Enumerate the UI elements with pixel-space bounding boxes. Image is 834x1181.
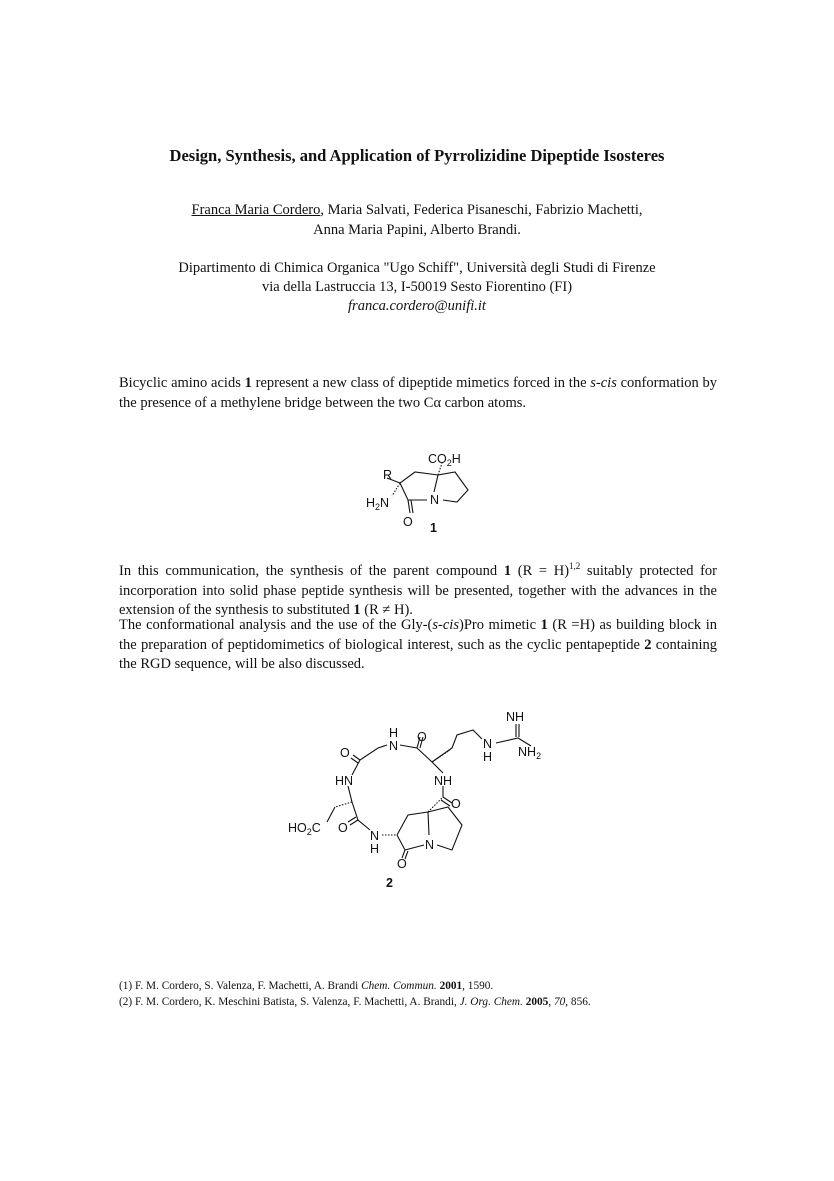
guanidine-h-label: H xyxy=(483,750,493,764)
h2n-label: $H_2N$ xyxy=(366,496,390,512)
affiliation-line-1: Dipartimento di Chimica Organica "Ugo Schiff", Università degli Studi di Firenze xyxy=(178,260,656,276)
nh-label: NH xyxy=(434,774,453,788)
asp-h-label: H xyxy=(370,842,380,856)
citation-superscript: 1,2 xyxy=(569,561,581,571)
reference-2: (2) F. M. Cordero, K. Meschini Batista, S. Valenza, F. Machetti, A. Brandi, J. Org. Chem. 2005, 70, 856. xyxy=(119,996,591,1008)
ring-n-label: N xyxy=(425,838,435,852)
gly-o-label: O xyxy=(340,746,350,760)
author-email: franca.cordero@unifi.it xyxy=(348,298,486,314)
hn-label: HN xyxy=(335,774,354,788)
references xyxy=(119,978,591,1010)
ho2c-label: $HO_2C$ xyxy=(288,821,321,837)
compound-2-label: 2 xyxy=(386,876,393,890)
paper-title: Design, Synthesis, and Application of Pyrrolizidine Dipeptide Isosteres xyxy=(169,146,665,165)
presenting-author: Franca Maria Cordero xyxy=(191,202,321,218)
imine-nh-label: NH xyxy=(506,710,525,724)
lactam-o-label: O xyxy=(397,857,407,871)
asp-n-label: N xyxy=(370,829,380,843)
co2h-label: $CO_2H$ xyxy=(428,452,461,468)
compound-2-structure xyxy=(288,710,541,890)
nh2-label: $NH_2$ xyxy=(518,745,542,761)
compound-1-label: 1 xyxy=(430,521,437,535)
intro-paragraph: Bicyclic amino acids 1 represent a new class of dipeptide mimetics forced in the s-cis conformation by the presence of a methylene bridge between the two Cα carbon atoms. xyxy=(119,375,717,411)
bridge-o-label: O xyxy=(451,797,461,811)
compound-1-structure xyxy=(366,452,468,535)
co-authors: , Maria Salvati, Federica Pisaneschi, Fabrizio Machetti, xyxy=(320,202,643,218)
gly-n-label: N xyxy=(389,739,399,753)
reference-1: (1) F. M. Cordero, S. Valenza, F. Machetti, A. Brandi Chem. Commun. 2001, 1590. xyxy=(119,980,494,992)
body-paragraph-2: The conformational analysis and the use of the Gly-(s-cis)Pro mimetic 1 (R =H) as building block in the preparation of peptidomimetics of biological interest, such as the cyclic pentapeptide 2 containing the RGD sequence, will be also discussed. xyxy=(119,617,717,673)
o-label: O xyxy=(403,515,413,529)
guanidine-n-label: N xyxy=(483,737,493,751)
authors-line-2: Anna Maria Papini, Alberto Brandi. xyxy=(313,222,521,238)
gly-h-label: H xyxy=(389,726,399,740)
asp-o-label: O xyxy=(338,821,348,835)
n-label: N xyxy=(430,493,440,507)
body-paragraph-1: In this communication, the synthesis of the parent compound 1 (R = H)$^{1,2}$ suitably protected for incorporation into solid phase peptide synthesis will be presented, together with the advances in the extension of the synthesis to substituted 1 (R ≠ H). xyxy=(119,561,717,619)
r-group-label: R xyxy=(383,468,393,482)
arg-o-label: O xyxy=(417,730,427,744)
affiliation-line-2: via della Lastruccia 13, I-50019 Sesto Fiorentino (FI) xyxy=(261,279,573,295)
